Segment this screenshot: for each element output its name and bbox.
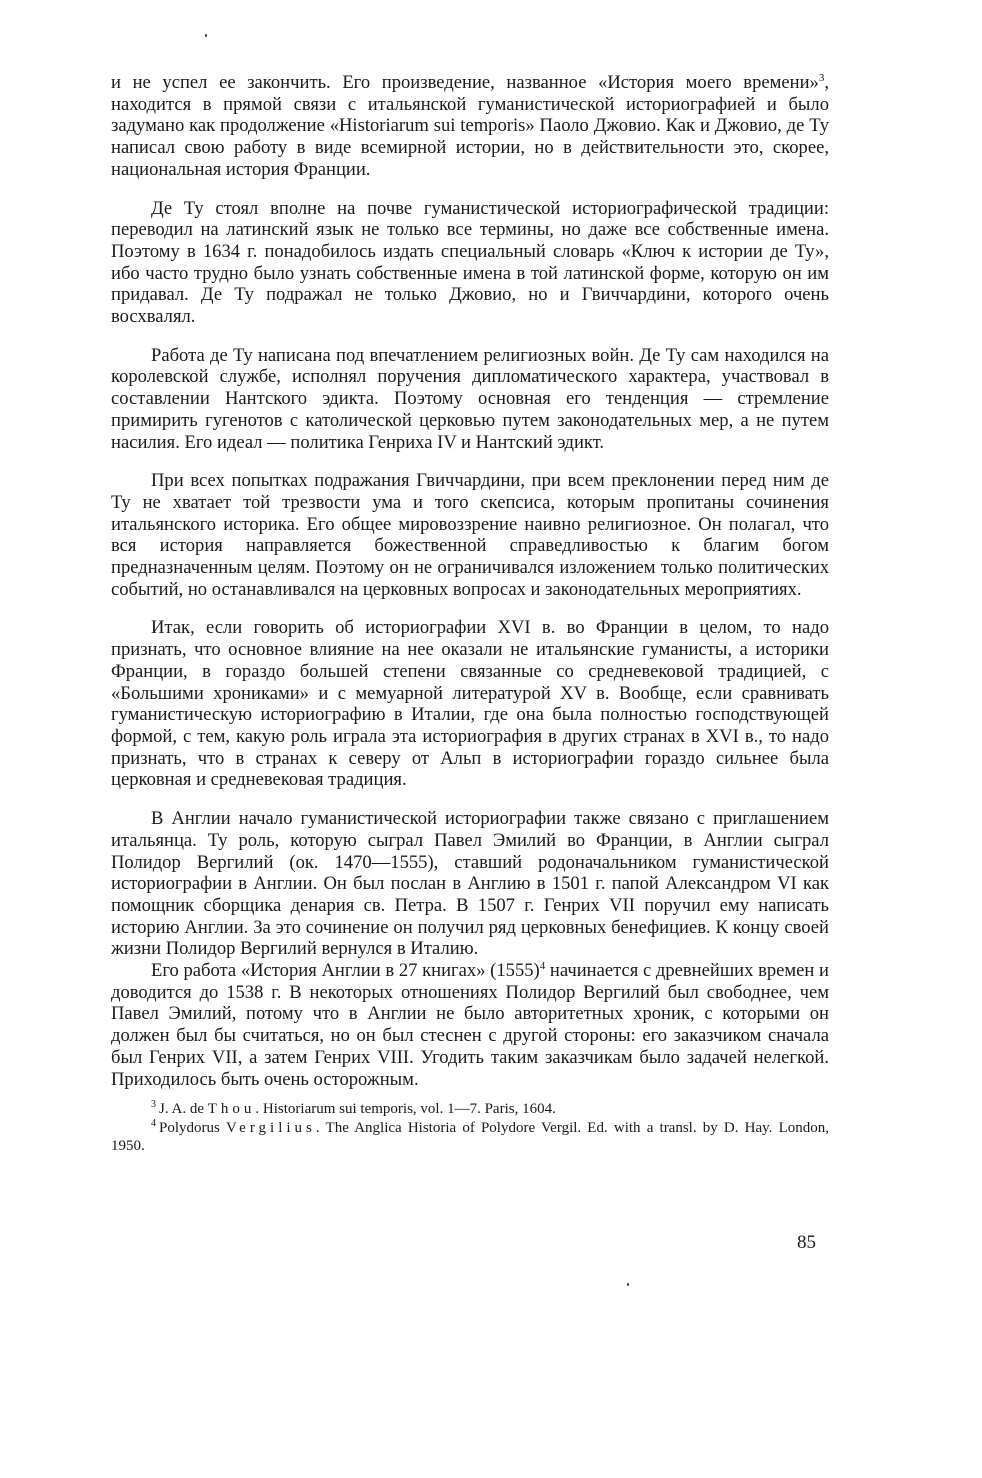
paragraph-1-text-a: и не успел ее закончить. Его произведение, названное «История моего времени»	[111, 72, 819, 93]
page-number: 85	[797, 1232, 816, 1253]
footnote-4-text-a: Polydorus	[159, 1119, 226, 1136]
paragraph-5: Итак, если говорить об историографии XVI в. во Франции в целом, то надо признать, что основное влияние на нее оказали не итальянские гуманисты, а историки Франции, в гораздо большей степени связанные со средневековой традицией, с «Большими хрониками» и с мемуарной литературой XV в. Вообще, если сравнивать гуманистическую историографию в Италии, где она была полностью господствующей формой, с тем, какую роль играла эта историография в других странах в XVI в., то надо признать, что в странах к северу от Альп в историографии гораздо сильнее была церковная и средневековая традиция.	[111, 617, 829, 791]
paragraph-3: Работа де Ту написана под впечатлением религиозных войн. Де Ту сам находился на королевской службе, исполнял поручения дипломатического характера, участвовал в составлении Нантского эдикта. Поэтому основная его тенденция — стремление примирить гугенотов с католической церковью путем законодательных мер, а не путем насилия. Его идеал — политика Генриха IV и Нантский эдикт.	[111, 344, 829, 453]
footnote-4-mark: 4	[151, 1117, 156, 1129]
paragraph-1	[111, 72, 829, 181]
paragraph-4: При всех попытках подражания Гвиччардини, при всем преклонении перед ним де Ту не хватает той трезвости ума и того скепсиса, которым пропитаны сочинения итальянского историка. Его общее мировоззрение наивно религиозное. Он полагал, что вся история направляется божественной справедливостью к благим богом предназначенным целям. Поэтому он не ограничивался изложением только политических событий, но останавливался на церковных вопросах и законодательных мероприятиях.	[111, 470, 829, 600]
footnote-3-mark: 3	[151, 1099, 156, 1111]
footnote-3-text-a: J. A. de	[159, 1101, 208, 1118]
footnote-4-author: Vergilius	[226, 1119, 316, 1136]
footnote-ref-3[interactable]: 3	[818, 71, 825, 84]
scan-speck	[627, 1283, 629, 1286]
footnote-3-author: Thou	[207, 1101, 256, 1118]
footnote-ref-4[interactable]: 4	[539, 959, 546, 972]
footnotes	[111, 1100, 829, 1156]
paragraph-1-text-b: , находится в прямой связи с итальянской гуманистической историографией и было задумано как продолжение «Historiarum sui temporis» Паоло Джовио. Как и Джовио, де Ту написал свою работу в виде всемирной истории, но в действительности это, скорее, национальная история Франции.	[111, 72, 829, 180]
footnote-3-text-b: . Historiarum sui temporis, vol. 1—7. Paris, 1604.	[255, 1101, 556, 1118]
paragraph-6: В Англии начало гуманистической историографии также связано с приглашением итальянца. Ту роль, которую сыграл Павел Эмилий во Франции, в Англии сыграл Полидор Вергилий (ок. 1470—1555), ставший родоначальником гуманистической историографии в Англии. Он был послан в Англию в 1501 г. папой Александром VI как помощник сборщика денария св. Петра. В 1507 г. Генрих VII поручил ему написать историю Англии. За это сочинение он получил ряд церковных бенефициев. К концу своей жизни Полидор Вергилий вернулся в Италию.	[111, 808, 829, 960]
page-body	[111, 72, 829, 1156]
footnote-3	[111, 1100, 829, 1119]
footnote-4	[111, 1119, 829, 1156]
paragraph-7	[111, 960, 829, 1090]
paragraph-2: Де Ту стоял вполне на почве гуманистической историографической традиции: переводил на латинский язык не только все термины, но даже все собственные имена. Поэтому в 1634 г. понадобилось издать специальный словарь «Ключ к истории де Ту», ибо часто трудно было узнать собственные имена в той латинской форме, которую он им придавал. Де Ту подражал не только Джовио, но и Гвиччардини, которого очень восхвалял.	[111, 197, 829, 328]
footnote-4-text-b: . The Anglica Historia of Polydore Vergil. Ed. with a transl. by D. Hay. London, 1950.	[111, 1119, 829, 1155]
scan-speck	[205, 34, 207, 37]
paragraph-7-text-a: Его работа «История Англии в 27 книгах» (1555)	[151, 960, 540, 982]
paragraph-7-text-b: начинается с древнейших времен и доводится до 1538 г. В некоторых отношениях Полидор Вергилий был свободнее, чем Павел Эмилий, потому что в Англии не было авторитетных хроник, с которыми он должен был бы считаться, но он был стеснен с другой стороны: его заказчиком сначала был Генрих VII, а затем Генрих VIII. Угодить таким заказчикам было задачей нелегкой. Приходилось быть очень осторожным.	[111, 960, 829, 1090]
